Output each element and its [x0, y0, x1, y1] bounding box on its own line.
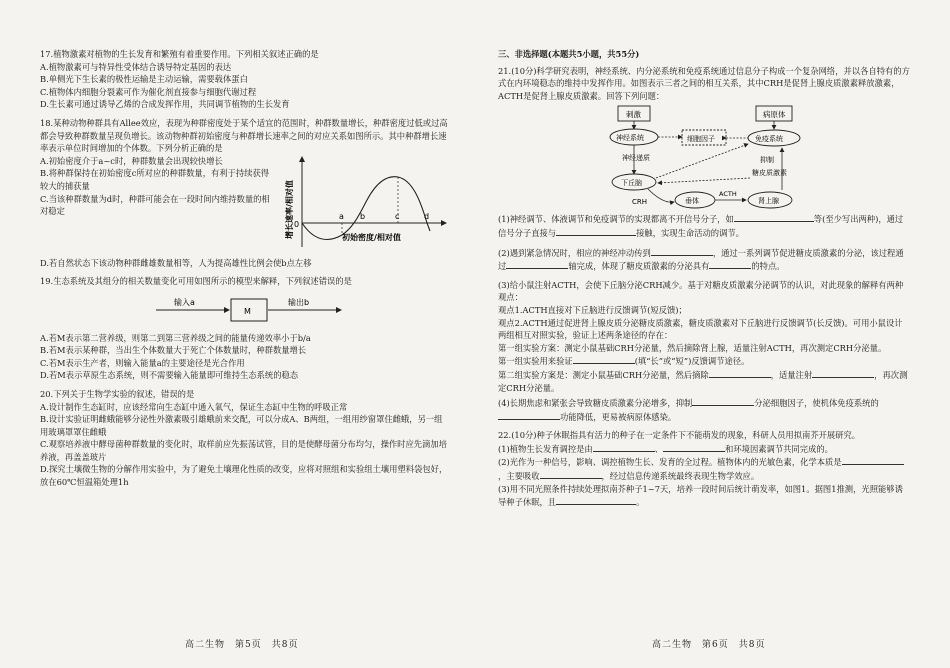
q18-option-d-wrap	[40, 257, 450, 270]
model-input-label: 输入a	[174, 297, 195, 307]
q21-sub2	[498, 246, 910, 273]
q22-s2-blank-1[interactable]	[842, 455, 904, 465]
graph-point-d: d	[424, 211, 430, 221]
ecosystem-model	[40, 290, 450, 328]
model-box-label: M	[244, 306, 251, 316]
q17-option-a: A.植物激素可与特异性受体结合诱导特定基因的表达	[40, 61, 232, 72]
glucocorticoid-label: 糖皮质激素	[752, 169, 787, 178]
question-20	[40, 388, 450, 489]
left-page	[40, 48, 450, 495]
growth-rate-curve	[302, 176, 430, 239]
q19-option-d: D.若M表示草原生态系统，则不需要输入能量即可维持生态系统的稳态	[40, 370, 299, 381]
q21-s1-text-c: 接触，实现生命活动的调节。	[636, 227, 744, 238]
q21-s1-blank-1[interactable]	[734, 212, 814, 222]
q22-s1-blank-2[interactable]	[663, 442, 725, 452]
input-arrow-head	[224, 307, 230, 313]
question-17	[40, 48, 450, 111]
q21-group-2-blank-1[interactable]	[709, 368, 771, 378]
q18-options	[40, 155, 270, 255]
q18-option-a: A.初始密度介于a~c时，种群数量会出现较快增长	[40, 155, 223, 166]
q22-s1-text-a: (1)植物生长发育调控是由	[498, 443, 593, 454]
q18-stem: 18.某种动物种群具有Allee效应，表现为种群密度处于某个适宜的范围时，种群数量增长，种群密度过低或过高都会导致种群数量呈现负增长。该动物种群初始密度与种群增长速率之间的对应关系如图所示。其中种群增长速率表示单位时间增加的个体数。下列分析正确的是	[40, 117, 448, 154]
neurotransmitter-label: 神经递质	[622, 154, 650, 163]
regulation-network-diagram	[498, 104, 908, 212]
q21-s3-text: (3)给小鼠注射ACTH，会使下丘脑分泌CRH减少。基于对糖皮质激素分泌调节的认识，对此现象的解释有两种观点：	[498, 279, 904, 303]
immune-system-label: 免疫系统	[755, 135, 783, 144]
q21-s2-text-b: ，通过一系列调节促进糖皮质激素的分泌，该过程通过	[498, 247, 904, 272]
q21-s4-text-c: 功能降低，更易被病原体感染。	[560, 411, 677, 422]
q21-group-2-text-c: ，再次测定CRH分泌量。	[498, 369, 908, 393]
q22-s2-text-b: ，主要吸收	[498, 471, 540, 482]
q21-group-1-text-a: 第一组实验用来验证	[498, 356, 573, 367]
graph-point-b: b	[360, 211, 366, 221]
q21-group-1-plan: 第一组实验方案：测定小鼠基础CRH分泌量，然后摘除肾上腺，适量注射ACTH，再次测定CRH分泌量。	[498, 342, 887, 353]
q22-s2-blank-2[interactable]	[540, 469, 602, 479]
cytokine-label: 细胞因子	[687, 135, 715, 144]
q22-stem: 22.(10分)种子休眠指具有活力的种子在一定条件下不能萌发的现象，科研人员用拟南芥开展研究。	[498, 430, 861, 441]
q21-group-1-blank[interactable]	[573, 354, 635, 364]
hypothalamus-label: 下丘脑	[621, 179, 642, 188]
q21-s4-text-a: (4)长期焦虑和紧张会导致糖皮质激素分泌增多，抑制	[498, 398, 693, 409]
q18-option-c: C.当该种群数量为d时，种群可能会在一段时间内维持数量的相对稳定	[40, 193, 270, 217]
pituitary-label: 垂体	[685, 197, 699, 206]
q21-s4-text-b: 分泌细胞因子，使机体免疫系统的	[754, 398, 879, 409]
q22-s1-text-c: 和环境因素调节共同完成的。	[725, 443, 833, 454]
q21-group-2-blank-2[interactable]	[812, 368, 874, 378]
graph-origin-label: 0	[294, 219, 300, 229]
pathogen-label: 病原体	[763, 110, 786, 120]
adrenal-label: 肾上腺	[758, 197, 779, 206]
question-19	[40, 275, 450, 288]
q21-sub3	[498, 279, 910, 394]
q20-option-a: A.设计制作生态缸时，应该经常向生态缸中通入氧气，保证生态缸中生物的呼吸正常	[40, 401, 348, 412]
q21-s2-text-d: 的特点。	[751, 261, 785, 272]
q19-stem: 19.生态系统及其组分的相关数量变化可用如图所示的模型来解释，下列叙述错误的是	[40, 276, 352, 287]
q21-s4-blank-2[interactable]	[498, 410, 560, 420]
right-page	[498, 48, 910, 515]
q17-option-b: B.单侧光下生长素的极性运输是主动运输，需要载体蛋白	[40, 74, 248, 85]
q17-option-c: C.植物体内细胞分裂素可作为催化剂直接参与细胞代谢过程	[40, 86, 257, 97]
model-output-label: 输出b	[288, 297, 310, 307]
graph-y-label: 增长速率/相对值	[285, 179, 294, 239]
section-title: 三、非选择题(本题共5小题，共55分)	[498, 49, 640, 59]
q21-group-1-text-b: (填“长”或“短”)反馈调节途径。	[634, 356, 750, 367]
nervous-system-label: 神经系统	[616, 134, 644, 143]
q22-s3-blank[interactable]	[556, 495, 636, 505]
q18-option-b: B.将种群保持在初始密度c所对应的种群数量，有利于持续获得较大的捕获量	[40, 168, 270, 191]
q20-stem: 20.下列关于生物学实验的叙述，错误的是	[40, 388, 195, 399]
q21-view-2: 观点2.ACTH通过促进肾上腺皮质分泌糖皮质激素，糖皮质激素对下丘脑进行反馈调节(长反馈)。可用小鼠设计两组相互对照实验，验证上述两条途径的存在：	[498, 317, 903, 341]
graph-point-c: c	[395, 211, 400, 221]
q21-group-2-text-b: ，适量注射	[770, 369, 813, 380]
q21-s1-text-b: 等(至少写出两种)，通过信号分子直接与	[498, 214, 904, 238]
q22-s3-text-a: (3)用不同光照条件持续处理拟南芥种子1~7天，培养一段时间后统计萌发率，如图1。据图1推测，光照能够诱导种子休眠，且	[498, 483, 903, 508]
output-arrow-head	[336, 307, 342, 313]
q20-option-c: C.观察培养液中酵母菌种群数量的变化时，取样前应先振荡试管，目的是使酵母菌分布均匀，操作时应先滴加培养液，再盖盖玻片	[40, 439, 447, 462]
inhibit-label: 抑制	[760, 156, 774, 165]
q21-s1-text-a: (1)神经调节、体液调节和免疫调节的实现都离不开信号分子，如	[498, 214, 734, 225]
acth-label: ACTH	[719, 190, 737, 199]
q22-s2-text-c: ，经过信息传递系统最终表现生物学效应。	[601, 471, 760, 482]
q22-s1-text-b: 、	[654, 443, 664, 454]
q21-sub1	[498, 212, 910, 239]
question-22	[498, 429, 910, 509]
q20-option-d: D.探究土壤微生物的分解作用实验中，为了避免土壤理化性质的改变，应将对照组和实验组土壤用塑料袋包好，放在60℃恒温箱处理1h	[40, 464, 448, 488]
q20-option-b: B.设计实验证明雌蛾能够分泌性外激素吸引雄蛾前来交配，可以分成A、B两组，一组用纱窗罩住雌蛾，另一组用玻璃罩罩住雌蛾	[40, 414, 443, 437]
q18-option-d: D.若自然状态下该动物种群雌雄数量相等，人为提高雄性比例会使b点左移	[40, 257, 312, 268]
q17-stem: 17.植物激素对植物的生长发育和繁殖有着重要作用。下列相关叙述正确的是	[40, 49, 319, 59]
q19-option-c: C.若M表示生产者，则输入能量a的主要途径是光合作用	[40, 357, 245, 368]
q22-s3-text-b: 。	[636, 497, 645, 508]
allee-graph	[272, 155, 448, 255]
q21-s2-blank-2[interactable]	[506, 259, 568, 269]
q21-stem: 21.(10分)科学研究表明，神经系统、内分泌系统和免疫系统通过信息分子构成一个复杂网络，并以各自特有的方式在内环境稳态的维持中发挥作用。如图表示三者之间的相互关系，其中CRH是促肾上腺皮质激素释放激素，ACTH是促肾上腺皮质激素。回答下列问题：	[498, 65, 910, 101]
q21-s2-text-a: (2)遇到紧急情况时，相应的神经冲动传到	[498, 247, 651, 258]
q21-view-1: 观点1.ACTH直接对下丘脑进行反馈调节(短反馈)；	[498, 304, 687, 315]
graph-x-arrow	[441, 220, 447, 226]
graph-x-label: 初始密度/相对值	[342, 232, 401, 242]
q19-options	[40, 332, 450, 382]
q21-s2-text-c: 轴完成，体现了糖皮质激素的分泌具有	[568, 261, 710, 272]
stimulus-label: 刺激	[626, 110, 641, 120]
q21-sub4	[498, 396, 910, 423]
q22-s1-blank-1[interactable]	[593, 442, 655, 452]
q21-s2-blank-3[interactable]	[709, 259, 751, 269]
right-page-footer: 高二生物 第6页 共8页	[652, 640, 766, 650]
question-18	[40, 117, 450, 155]
left-page-footer: 高二生物 第5页 共8页	[185, 640, 299, 650]
q18-options-with-graph	[40, 155, 450, 255]
q19-option-b: B.若M表示某种群，当出生个体数量大于死亡个体数量时，种群数量增长	[40, 345, 307, 356]
q21-s1-blank-2[interactable]	[556, 226, 636, 236]
q21-s2-blank-1[interactable]	[651, 246, 713, 256]
q17-option-d: D.生长素可通过诱导乙烯的合成发挥作用，共同调节植物的生长发育	[40, 99, 290, 110]
q22-s2-text-a: (2)光作为一种信号，影响、调控植物生长、发育的全过程。植物体内的光敏色素，化学本质是	[498, 457, 842, 468]
crh-label: CRH	[632, 198, 648, 207]
q19-option-a: A.若M表示第二营养级，则第二到第三营养级之间的能量传递效率小于b/a	[40, 332, 311, 343]
graph-y-arrow	[299, 156, 305, 162]
graph-point-a: a	[339, 211, 344, 221]
q21-s4-blank-1[interactable]	[692, 396, 754, 406]
q21-group-2-text-a: 第二组实验方案是：测定小鼠基础CRH分泌量，然后摘除	[498, 369, 709, 380]
